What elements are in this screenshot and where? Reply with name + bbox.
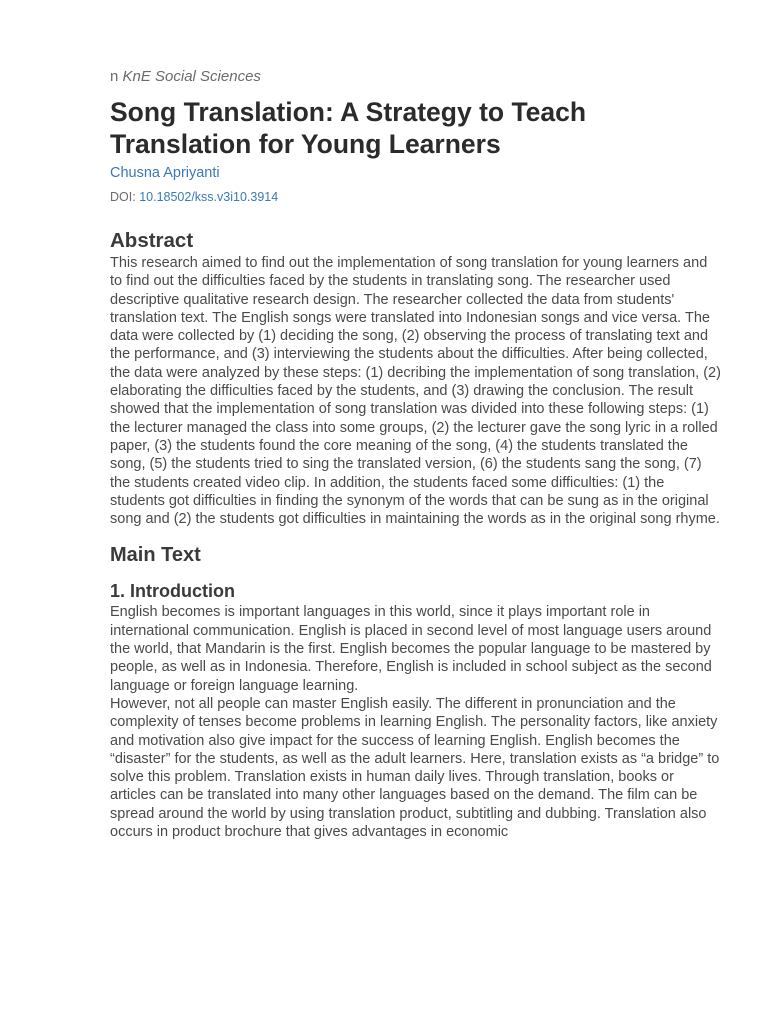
article-page — [110, 66, 722, 841]
abstract-heading: Abstract — [110, 229, 194, 252]
doi-link[interactable]: 10.18502/kss.v3i10.3914 — [139, 190, 279, 204]
introduction-paragraph-2: However, not all people can master English easily. The different in pronunciation and the complexity of tenses become problems in learning English. The personality factors, like anxiety and motivation also give impact for the success of learning English. English becomes the “disaster” for the students, as well as the adult learners. Here, translation exists as “a bridge” to solve this problem. Translation exists in human daily lives. Through translation, books or articles can be translated into many other languages based on the demand. The film can be spread around the world by using translation product, subtitling and dubbing. Translation also occurs in product brochure that gives advantages in economic — [110, 695, 720, 841]
journal-line — [110, 66, 722, 88]
abstract-text: This research aimed to find out the implementation of song translation for young learners and to find out the difficulties faced by the students in translating song. The researcher used descriptive qualitative research design. The researcher collected the data from students' translation text. The English songs were translated into Indonesian songs and vice versa. The data were collected by (1) deciding the song, (2) observing the process of translating text and the performance, and (3) interviewing the students about the difficulties. After being collected, the data were analyzed by these steps: (1) decribing the implementation of song translation, (2) elaborating the difficulties faced by the students, and (3) drawing the conclusion. The result showed that the implementation of song translation was divided into these following steps: (1) the lecturer managed the class into some groups, (2) the lecturer gave the song lyric in a rolled paper, (3) the students found the core meaning of the song, (4) the students translated the song, (5) the students tried to sing the translated version, (6) the students sang the song, (7) the students created video clip. In addition, the students faced some difficulties: (1) the students got difficulties in finding the synonym of the words that can be sung as in the original song and (2) the students got difficulties in maintaining the words as in the original song rhyme. — [110, 255, 721, 528]
author-link[interactable]: Chusna Apriyanti — [110, 165, 220, 181]
journal-prefix: n — [110, 68, 119, 85]
doi-label: DOI: — [110, 190, 136, 204]
article-title: Song Translation: A Strategy to Teach Translation for Young Learners — [110, 97, 587, 159]
journal-name[interactable]: KnE Social Sciences — [122, 68, 261, 85]
introduction-heading: 1. Introduction — [110, 581, 235, 602]
main-text-heading: Main Text — [110, 544, 201, 567]
introduction-paragraph-1: English becomes is important languages in this world, since it plays important role in international communication. English is placed in second level of most language users around the world, that Mandarin is the first. English becomes the popular language to be mastered by people, as well as in Indonesia. Therefore, English is included in school subject as the second language or foreign language learning. — [110, 604, 712, 694]
doi-line — [110, 188, 722, 206]
